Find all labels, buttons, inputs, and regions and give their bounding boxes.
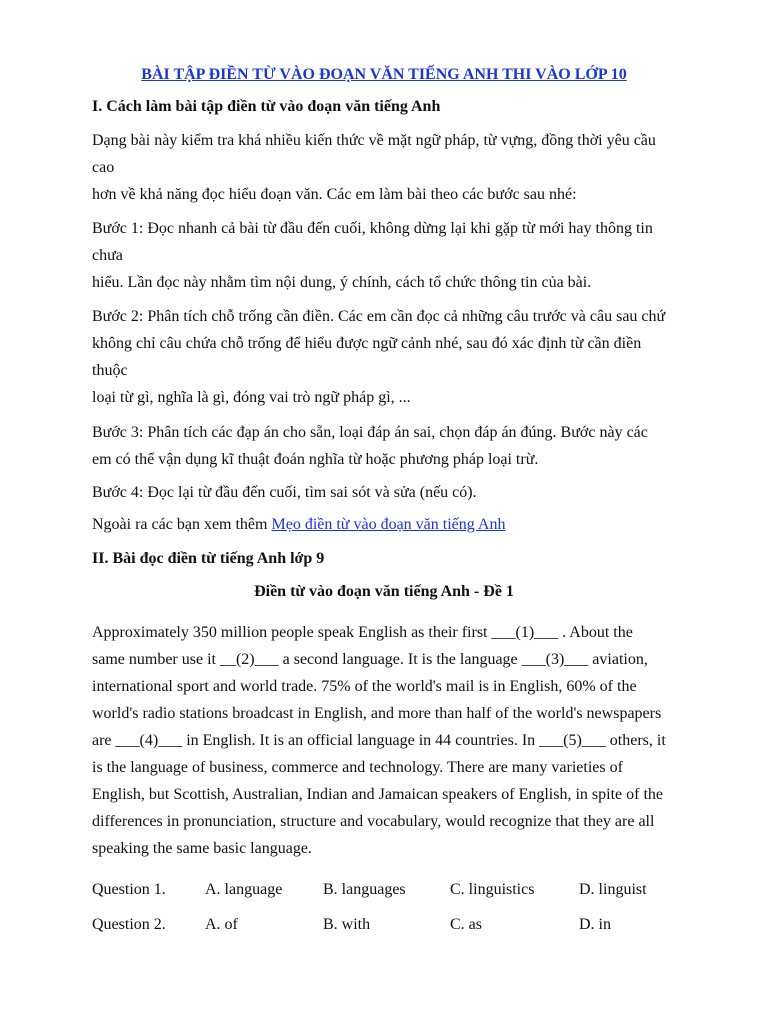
section1-heading: I. Cách làm bài tập điền từ vào đoạn văn tiếng Anh xyxy=(92,98,441,115)
option-a: A. of xyxy=(205,916,238,933)
option-a: A. language xyxy=(205,881,283,898)
section1-line: Bước 2: Phân tích chỗ trống cần điền. Các em cần đọc cả những câu trước và câu sau chứ xyxy=(92,308,666,325)
section1-line: Bước 1: Đọc nhanh cả bài từ đầu đến cuối, không dừng lại khi gặp từ mới hay thông tin xyxy=(92,220,653,237)
section1-line: Bước 4: Đọc lại từ đầu đến cuối, tìm sai sót và sửa (nếu có). xyxy=(92,484,477,501)
section1-line: cao xyxy=(92,159,115,176)
section1-line: thuộc xyxy=(92,362,128,379)
option-b: B. languages xyxy=(323,881,406,898)
passage-line: are ___(4)___ in English. It is an official language in 44 countries. In ___(5)___ others, it xyxy=(92,732,666,749)
option-b: B. with xyxy=(323,916,371,933)
question-label: Question 2. xyxy=(92,916,166,933)
section1-line: chưa xyxy=(92,247,123,264)
section1-line: hiểu. Lần đọc này nhằm tìm nội dung, ý chính, cách tổ chức thông tin của bài. xyxy=(92,274,592,291)
section1-line: hơn về khả năng đọc hiểu đoạn văn. Các em làm bài theo các bước sau nhé: xyxy=(92,186,577,203)
section2-heading: II. Bài đọc điền từ tiếng Anh lớp 9 xyxy=(92,550,325,567)
passage-line: world's radio stations broadcast in English, and more than half of the world's newspapers xyxy=(92,705,662,722)
question-label: Question 1. xyxy=(92,881,166,898)
passage-line: international sport and world trade. 75% of the world's mail is in English, 60% of the xyxy=(92,678,637,695)
exercise-title: Điền từ vào đoạn văn tiếng Anh - Đề 1 xyxy=(254,583,514,600)
page-title[interactable]: BÀI TẬP ĐIỀN TỪ VÀO ĐOẠN VĂN TIẾNG ANH THI VÀO LỚP 10 xyxy=(141,66,627,83)
passage-line: is the language of business, commerce and technology. There are many varieties of xyxy=(92,759,623,776)
section1-line: Bước 3: Phân tích các đạp án cho sẵn, loại đáp án sai, chọn đáp án đúng. Bước này các xyxy=(92,424,648,441)
option-d: D. linguist xyxy=(579,881,647,898)
more-prefix: Ngoài ra các bạn xem thêm xyxy=(92,516,272,533)
passage-line: English, but Scottish, Australian, Indian and Jamaican speakers of English, in spite of the xyxy=(92,786,664,803)
passage-line: differences in pronunciation, structure and vocabulary, would recognize that they are all xyxy=(92,813,655,830)
more-line xyxy=(92,516,505,534)
more-link[interactable]: Mẹo điền từ vào đoạn văn tiếng Anh xyxy=(271,516,506,533)
passage-line: same number use it __(2)___ a second language. It is the language ___(3)___ aviation, xyxy=(92,651,648,668)
option-c: C. as xyxy=(450,916,482,933)
section1-line: loại từ gì, nghĩa là gì, đóng vai trò ngữ pháp gì, ... xyxy=(92,389,411,406)
option-d: D. in xyxy=(579,916,611,933)
section1-line: em có thể vận dụng kĩ thuật đoán nghĩa từ hoặc phương pháp loại trừ. xyxy=(92,451,539,468)
passage-line: Approximately 350 million people speak English as their first ___(1)___ . About the xyxy=(92,624,633,641)
option-c: C. linguistics xyxy=(450,881,535,898)
passage-line: speaking the same basic language. xyxy=(92,840,312,857)
section1-line: Dạng bài này kiểm tra khá nhiều kiến thức về mặt ngữ pháp, từ vựng, đồng thời yêu cầu xyxy=(92,132,656,149)
section1-line: không chỉ câu chứa chỗ trống để hiểu được ngữ cảnh nhé, sau đó xác định từ cần điền xyxy=(92,335,642,352)
